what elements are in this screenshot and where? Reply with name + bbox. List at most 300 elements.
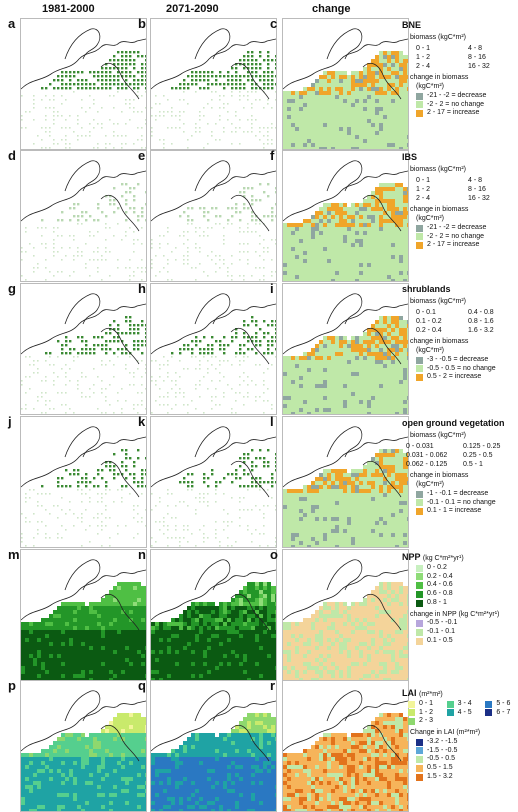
map-cell [61,634,65,638]
map-cell [387,247,391,251]
map-cell [61,139,63,141]
map-cell [65,529,67,531]
map-cell [159,271,161,273]
map-cell [69,614,73,618]
map-cell [179,545,181,547]
map-cell [347,255,351,259]
map-cell [77,388,79,390]
map-cell [109,143,111,145]
map-cell [375,412,379,414]
map-cell [363,215,367,219]
map-cell [375,207,379,211]
map-cell [137,83,139,85]
map-cell [327,275,331,279]
map-cell [109,465,111,467]
map-cell [263,127,265,129]
map-cell [65,626,69,630]
map-image [21,417,146,547]
map-cell [243,453,245,455]
map-cell [395,316,399,320]
map-cell [263,83,265,85]
map-cell [77,255,79,257]
map-cell [141,344,143,346]
map-cell [339,473,343,477]
map-cell [299,99,303,103]
map-cell [363,473,367,477]
map-cell [391,328,395,332]
map-cell [283,111,287,115]
map-cell [311,517,315,521]
map-cell [211,364,213,366]
map-cell [145,372,146,374]
map-cell [367,91,371,95]
map-cell [163,115,165,117]
map-cell [93,477,95,479]
map-cell [121,348,123,350]
map-cell [57,271,59,273]
map-cell [375,525,379,529]
map-cell [267,51,269,53]
map-cell [283,501,287,505]
map-cell [105,247,107,249]
map-cell [343,91,347,95]
map-cell [391,388,395,392]
map-cell [387,340,391,344]
map-cell [105,662,109,666]
map-cell [21,626,25,630]
map-cell [371,235,375,239]
map-cell [379,191,383,195]
map-cell [303,509,307,513]
map-cell [69,368,71,370]
map-cell [371,91,375,95]
map-cell [379,360,383,364]
map-cell [323,388,327,392]
map-cell [37,650,41,654]
map-cell [89,670,93,674]
map-cell [319,517,323,521]
map-cell [299,127,303,131]
map-cell [351,131,355,135]
map-cell [391,360,395,364]
map-cell [363,505,367,509]
map-cell [327,219,331,223]
map-cell [299,267,303,271]
map-cell [299,243,303,247]
map-cell [347,279,351,281]
map-cell [355,368,359,372]
map-cell [391,340,395,344]
map-cell [251,107,253,109]
map-cell [363,376,367,380]
map-cell [319,135,323,139]
map-cell [171,127,173,129]
map-cell [339,529,343,533]
map-cell [343,509,347,513]
map-cell [85,493,87,495]
map-cell [263,533,265,535]
map-cell [133,582,137,586]
map-cell [395,187,399,191]
map-cell [207,255,209,257]
map-cell [61,477,63,479]
map-cell [271,75,273,77]
map-cell [359,239,363,243]
map-cell [283,271,287,275]
map-cell [395,247,399,251]
map-cell [291,251,295,255]
map-cell [41,227,43,229]
map-cell [199,340,201,342]
map-cell [25,646,29,650]
map-cell [391,139,395,143]
map-cell [235,111,237,113]
map-cell [251,320,253,322]
map-cell [61,525,63,527]
map-cell [387,123,391,127]
map-cell [121,618,125,622]
map-cell [45,279,47,281]
map-cell [21,408,23,410]
map-cell [319,87,323,91]
map-cell [239,497,241,499]
map-cell [227,71,229,73]
map-cell [347,127,351,131]
map-cell [247,340,249,342]
map-cell [343,111,347,115]
map-cell [125,211,127,213]
map-cell [151,263,153,265]
map-cell [287,271,291,275]
map-cell [125,368,127,370]
map-cell [367,517,371,521]
map-cell [371,360,375,364]
map-cell [371,231,375,235]
map-cell [283,127,287,131]
map-cell [283,537,287,541]
map-cell [299,364,303,368]
map-cell [363,123,367,127]
map-cell [371,103,375,107]
map-cell [315,231,319,235]
map-cell [247,324,249,326]
map-cell [85,211,87,213]
map-cell [145,191,146,193]
map-cell [125,646,129,650]
map-cell [323,376,327,380]
map-cell [93,662,97,666]
map-cell [239,384,241,386]
map-cell [339,368,343,372]
map-cell [367,481,371,485]
map-cell [207,123,209,125]
map-cell [187,412,189,414]
map-cell [113,658,117,662]
map-cell [101,646,105,650]
map-cell [133,79,135,81]
map-cell [299,521,303,525]
map-cell [203,481,205,483]
map-cell [327,147,331,149]
map-cell [347,119,351,123]
map-cell [291,103,295,107]
map-cell [69,473,71,475]
map-cell [133,51,135,53]
map-cell [121,638,125,642]
map-cell [347,477,351,481]
map-cell [343,147,347,149]
map-cell [371,457,375,461]
map-cell [101,380,103,382]
map-cell [65,614,69,618]
map-cell [255,320,257,322]
map-cell [45,400,47,402]
map-cell [25,404,27,406]
map-cell [223,259,225,261]
map-cell [387,271,391,275]
map-cell [323,352,327,356]
map-cell [239,191,241,193]
map-cell [267,183,269,185]
map-cell [295,91,299,95]
map-cell [227,111,229,113]
map-cell [207,372,209,374]
map-cell [45,412,47,414]
map-cell [235,83,237,85]
map-cell [129,493,131,495]
map-cell [61,622,65,626]
map-cell [371,368,375,372]
map-cell [355,473,359,477]
map-cell [343,372,347,376]
map-cell [391,75,395,79]
map-cell [307,400,311,404]
map-cell [247,376,249,378]
map-cell [65,340,67,342]
map-cell [367,83,371,87]
map-cell [375,131,379,135]
map-cell [159,376,161,378]
map-cell [391,275,395,279]
map-image [283,151,408,281]
map-cell [97,670,101,674]
map-cell [371,364,375,368]
map-cell [247,79,249,81]
map-cell [343,207,347,211]
map-cell [379,259,383,263]
map-cell [303,356,307,360]
map-cell [141,67,143,69]
map-cell [359,127,363,131]
map-cell [395,529,399,533]
map-cell [275,83,276,85]
map-cell [367,521,371,525]
map-cell [335,227,339,231]
map-cell [287,111,291,115]
map-cell [81,493,83,495]
map-cell [331,513,335,517]
map-cell [133,275,135,277]
map-cell [359,473,363,477]
map-cell [331,336,335,340]
map-cell [167,111,169,113]
map-cell [367,235,371,239]
map-cell [125,71,127,73]
map-cell [311,529,315,533]
map-cell [41,87,43,89]
map-cell [331,533,335,537]
map-cell [327,505,331,509]
map-cell [307,271,311,275]
map-cell [69,380,71,382]
map-cell [101,364,103,366]
map-cell [109,630,113,634]
map-cell [57,626,61,630]
map-cell [81,662,85,666]
map-cell [121,183,123,185]
map-cell [383,243,387,247]
map-cell [45,533,47,535]
map-cell [251,187,253,189]
map-cell [355,235,359,239]
map-cell [299,533,303,537]
map-cell [97,630,101,634]
map-cell [89,83,91,85]
map-cell [291,380,295,384]
map-cell [247,75,249,77]
map-cell [307,529,311,533]
map-cell [283,231,287,235]
map-cell [407,255,408,259]
map-cell [315,529,319,533]
map-cell [231,521,233,523]
map-cell [335,207,339,211]
map-cell [367,143,371,147]
map-cell [141,473,143,475]
map-cell [145,336,146,338]
map-cell [291,107,295,111]
map-cell [331,271,335,275]
map-cell [151,107,153,109]
map-cell [251,316,253,318]
map-cell [343,412,347,414]
map-cell [41,658,45,662]
map-cell [109,404,111,406]
map-cell [243,231,245,233]
map-cell [129,316,131,318]
map-cell [65,638,69,642]
map-cell [255,529,257,531]
map-cell [311,400,315,404]
map-cell [363,207,367,211]
map-cell [283,119,287,123]
map-cell [133,642,137,646]
map-cell [207,344,209,346]
map-cell [367,501,371,505]
map-cell [97,473,99,475]
map-cell [271,404,273,406]
map-cell [407,521,408,525]
map-cell [247,63,249,65]
map-cell [335,513,339,517]
map-cell [121,650,125,654]
map-cell [339,79,343,83]
map-cell [323,344,327,348]
map-cell [383,231,387,235]
map-panel-g [20,283,147,415]
map-cell [375,384,379,388]
map-cell [267,83,269,85]
map-cell [183,99,185,101]
map-cell [367,279,371,281]
map-cell [391,461,395,465]
map-cell [101,67,103,69]
map-cell [85,267,87,269]
map-cell [251,485,253,487]
map-panel-b [150,18,277,150]
map-cell [323,111,327,115]
map-cell [363,533,367,537]
map-cell [355,255,359,259]
map-cell [311,408,315,412]
map-cell [105,646,109,650]
map-cell [391,497,395,501]
map-cell [125,400,127,402]
map-cell [121,497,123,499]
map-cell [315,135,319,139]
map-cell [137,127,139,129]
map-cell [57,670,61,674]
map-cell [339,509,343,513]
map-cell [117,533,119,535]
map-cell [227,275,229,277]
map-cell [57,650,61,654]
map-cell [145,388,146,390]
map-cell [295,95,299,99]
map-cell [391,63,395,67]
map-cell [371,501,375,505]
map-cell [379,352,383,356]
map-cell [363,235,367,239]
map-cell [183,525,185,527]
map-cell [137,139,139,141]
map-cell [21,275,23,277]
map-cell [295,392,299,396]
map-cell [375,513,379,517]
map-cell [61,392,63,394]
map-cell [379,509,383,513]
map-cell [359,271,363,275]
map-cell [319,263,323,267]
map-cell [271,219,273,221]
map-cell [215,481,217,483]
map-cell [125,135,127,137]
map-cell [327,537,331,541]
map-cell [163,517,165,519]
map-cell [307,103,311,107]
map-cell [307,227,311,231]
map-cell [387,59,391,63]
map-cell [121,614,125,618]
map-cell [347,207,351,211]
map-cell [359,75,363,79]
map-cell [319,408,323,412]
map-cell [41,626,45,630]
map-cell [85,340,87,342]
map-cell [69,662,73,666]
map-cell [141,638,145,642]
map-cell [363,107,367,111]
